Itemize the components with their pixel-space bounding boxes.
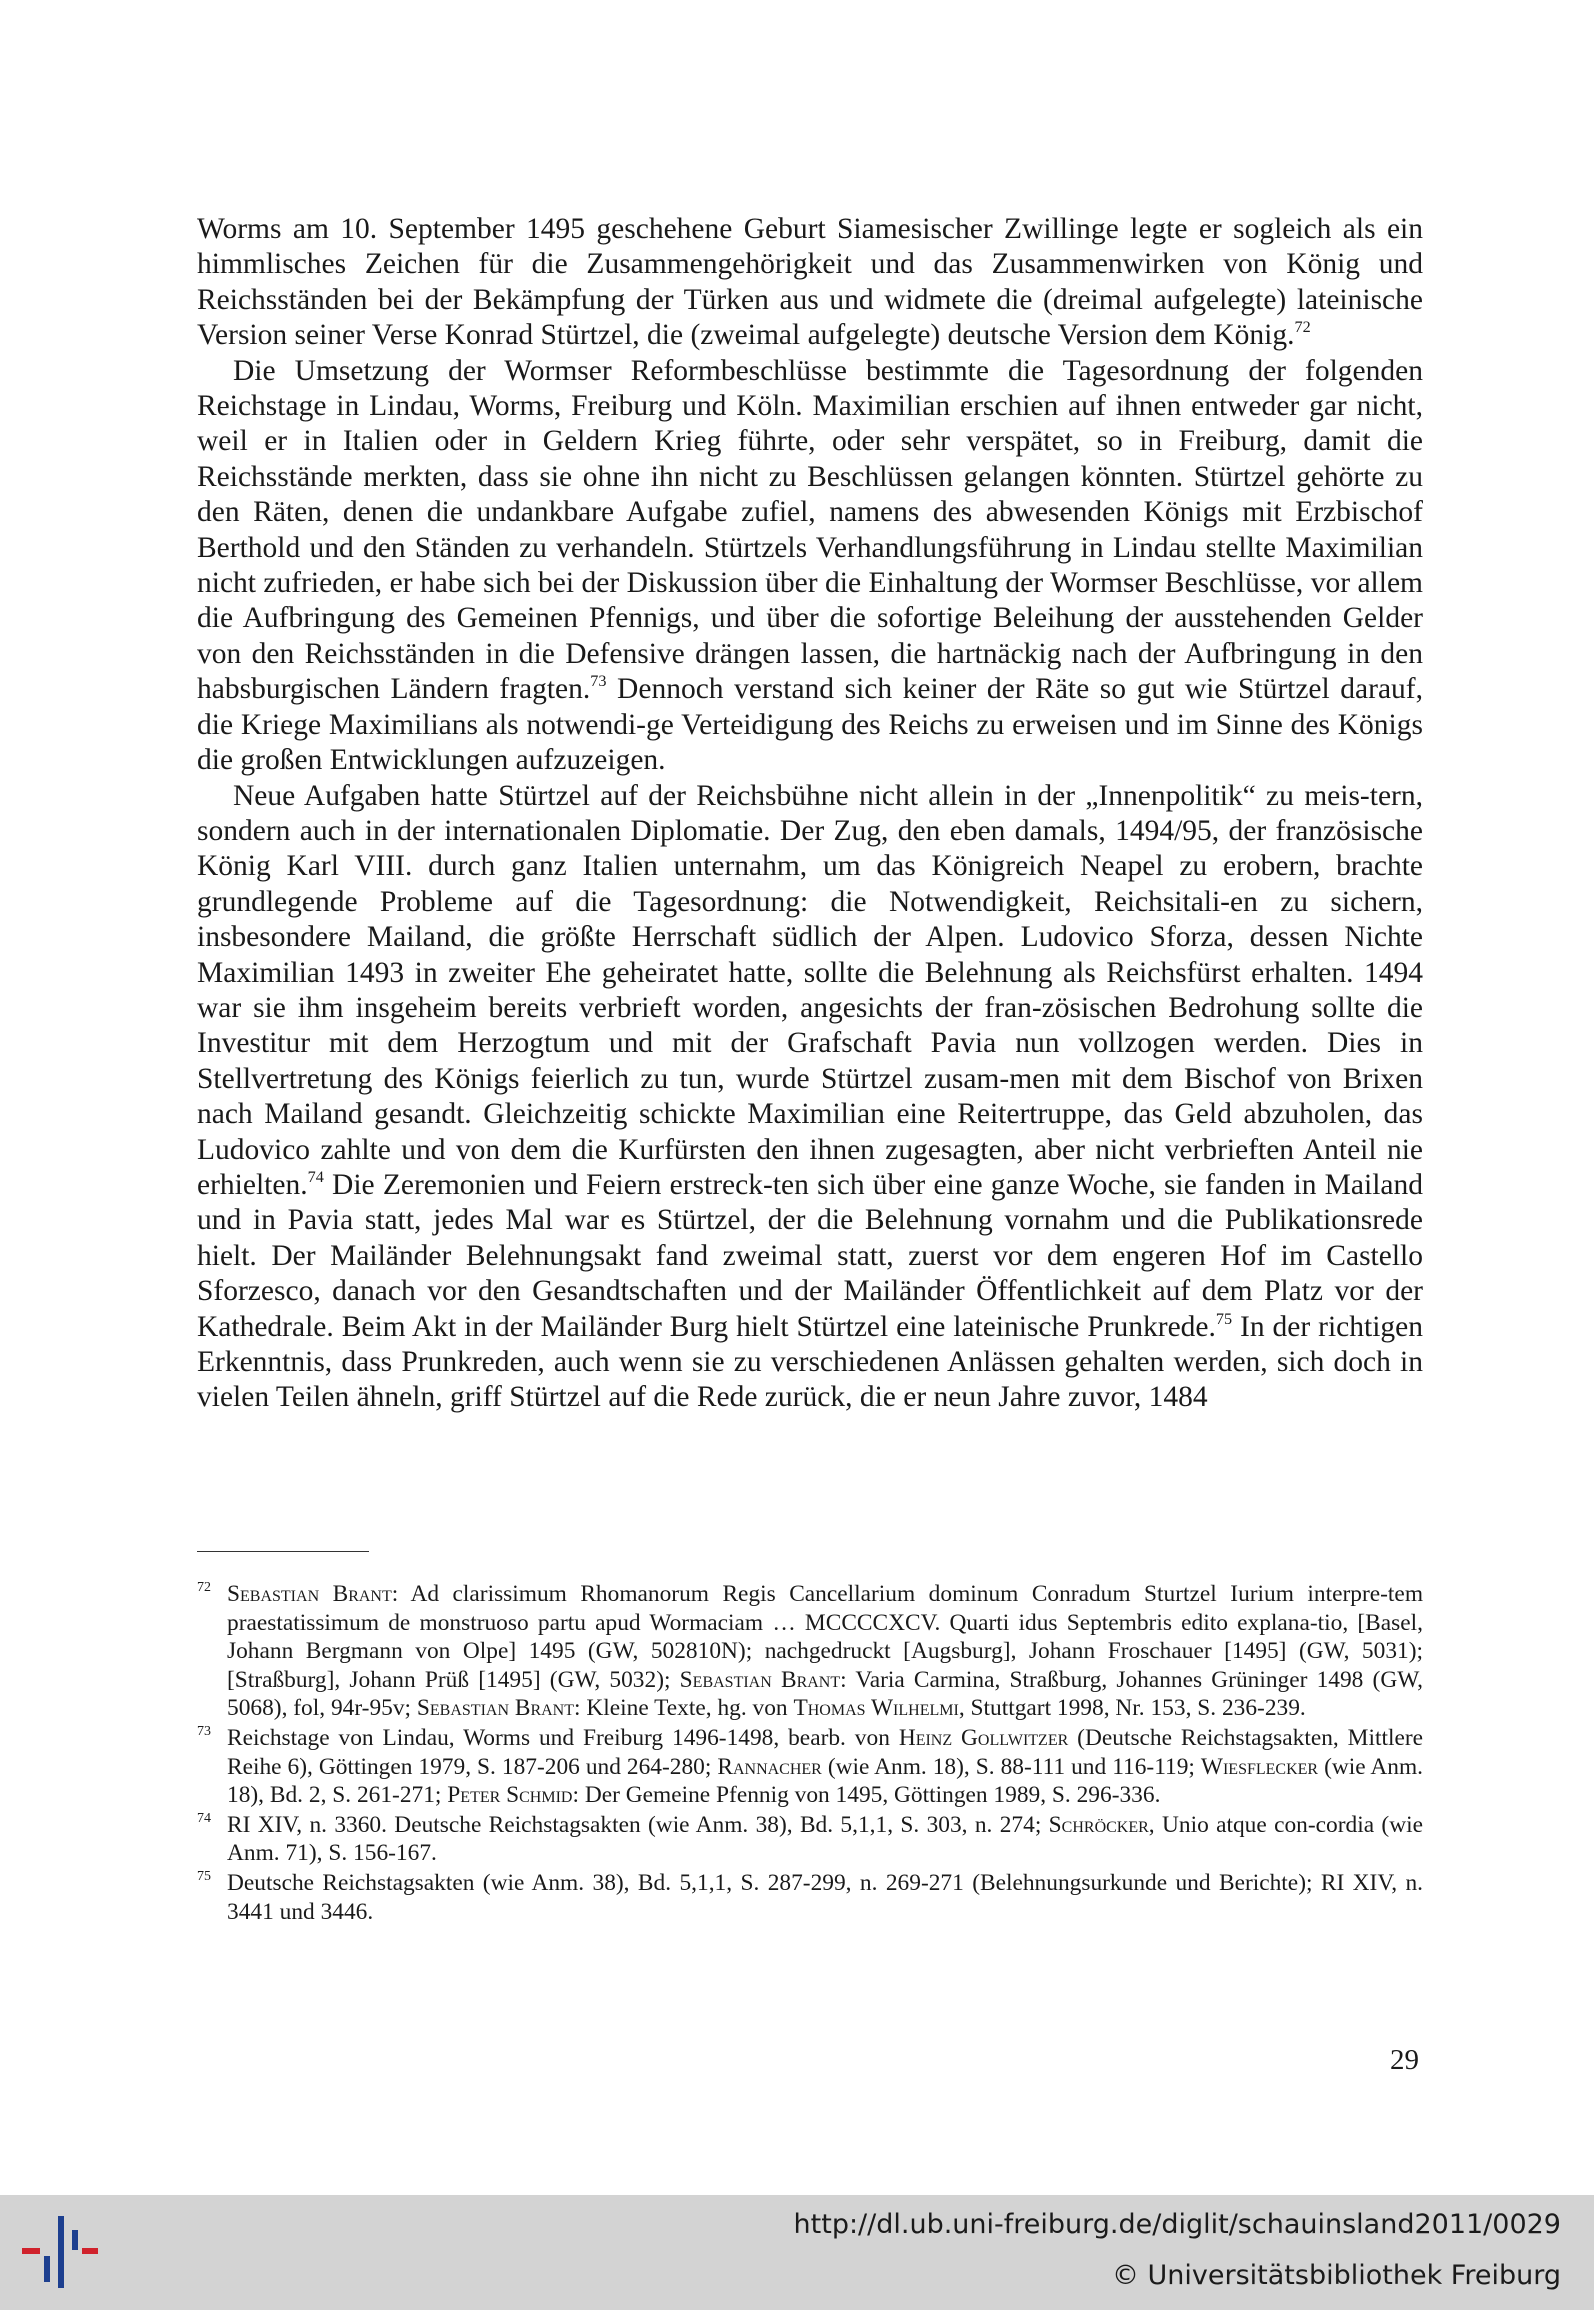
digital-copy-link[interactable]: http://dl.ub.uni-freiburg.de/diglit/schauinsland2011/0029	[793, 2209, 1561, 2240]
footnote-72: 72 Sebastian Brant: Ad clarissimum Rhomanorum Regis Cancellarium dominum Conradum Sturtzel Iurium interpre-tem praestatissimum de monstruoso partu apud Wormaciam … MCCCCXCV. Quarti idus Septembris edito explana-tio, [Basel, Johann Bergmann von Olpe] 1495 (GW, 502810N); nachgedruckt [Augsburg], Johann Froschauer [1495] (GW, 5031); [Straßburg], Johann Prüß [1495] (GW, 5032); Sebastian Brant: Varia Carmina, Straßburg, Johannes Grüninger 1498 (GW, 5068), fol, 94r-95v; Sebastian Brant: Kleine Texte, hg. von Thomas Wilhelmi, Stuttgart 1998, Nr. 153, S. 236-239.	[197, 1580, 1424, 1722]
footnote-number: 72	[197, 1580, 211, 1595]
library-logo-icon[interactable]	[20, 2212, 100, 2292]
footnote-74: 74 RI XIV, n. 3360. Deutsche Reichstagsakten (wie Anm. 38), Bd. 5,1,1, S. 303, n. 274; Schröcker, Unio atque con-cordia (wie Anm. 71), S. 156-167.	[197, 1810, 1423, 1867]
footnote-number: 74	[197, 1810, 211, 1826]
footnote-ref-72[interactable]: 72	[1294, 318, 1311, 337]
footnote-number: 73	[197, 1723, 211, 1739]
footnote-divider	[197, 1551, 369, 1552]
paragraph-2: Die Umsetzung der Wormser Reformbeschlüsse bestimmte die Tagesordnung der folgenden Reichstage in Lindau, Worms, Freiburg und Köln. Maximilian erschien auf ihnen entweder gar nicht, weil er in Italien oder in Geldern Krieg führte, oder sehr verspätet, so in Freiburg, damit die Reichsstände merkten, dass sie ohne ihn nicht zu Beschlüssen gelangen könnten. Stürtzel gehörte zu den Räten, denen die undankbare Aufgabe zufiel, namens des abwesenden Königs mit Erzbischof Berthold und den Ständen zu verhandeln. Stürtzels Verhandlungsführung in Lindau stellte Maximilian nicht zufrieden, er habe sich bei der Diskussion über die Einhaltung der Wormser Beschlüsse, vor allem die Aufbringung des Gemeinen Pfennigs, und über die sofortige Beleihung der ausstehenden Gelder von den Reichsständen in die Defensive drängen lassen, die hartnäckig nach der Aufbringung in den habsburgischen Ländern fragten.$^{73}$ Dennoch verstand sich keiner der Räte so gut wie Stürtzel darauf, die Kriege Maximilians als notwendi-ge Verteidigung des Reichs zu erweisen und im Sinne des Königs die großen Entwicklungen aufzuzeigen.	[197, 354, 1423, 777]
footnote-ref-74[interactable]: 74	[307, 1167, 324, 1186]
body-text	[197, 212, 1423, 1416]
paragraph-3: Neue Aufgaben hatte Stürtzel auf der Reichsbühne nicht allein in der „Innenpolitik“ zu meis-tern, sondern auch in der internationalen Diplomatie. Der Zug, den eben damals, 1494/95, der französische König Karl VIII. durch ganz Italien unternahm, um das Königreich Neapel zu erobern, brachte grundlegende Probleme auf die Tagesordnung: die Notwendigkeit, Reichsitali-en zu sichern, insbesondere Mailand, die größte Herrschaft südlich der Alpen. Ludovico Sforza, dessen Nichte Maximilian 1493 in zweiter Ehe geheiratet hatte, sollte die Belehnung als Reichsfürst erhalten. 1494 war sie ihm insgeheim bereits verbrieft worden, angesichts der fran-zösischen Bedrohung sollte die Investitur mit dem Herzogtum und mit der Grafschaft Pavia nun vollzogen werden. Dies in Stellvertretung des Königs feierlich zu tun, wurde Stürtzel zusam-men mit dem Bischof von Brixen nach Mailand gesandt. Gleichzeitig schickte Maximilian eine Reitertruppe, das Geld abzuholen, das Ludovico zahlte und von dem die Kurfürsten den ihnen zugesagten, aber nicht verbrieften Anteil nie erhielten.$^{74}$ Die Zeremonien und Feiern erstreck-ten sich über eine ganze Woche, sie fanden in Mailand und in Pavia statt, jedes Mal war es Stürtzel, der die Belehnung vornahm und die Publikationsrede hielt. Der Mailänder Belehnungsakt fand zweimal statt, zuerst vor dem engeren Hof im Castello Sforzesco, danach vor den Gesandtschaften und der Mailänder Öffentlichkeit auf dem Platz vor der Kathedrale. Beim Akt in der Mailänder Burg hielt Stürtzel eine lateinische Prunkrede.$^{75}$ In der richtigen Erkenntnis, dass Prunkreden, auch wenn sie zu verschiedenen Anlässen gehalten werden, sich doch in vielen Teilen ähneln, griff Stürtzel auf die Rede zurück, die er neun Jahre zuvor, 1484	[197, 779, 1424, 1414]
footnote-number: 75	[197, 1868, 211, 1884]
footnote-73: 73 Reichstage von Lindau, Worms und Freiburg 1496-1498, bearb. von Heinz Gollwitzer (Deutsche Reichstagsakten, Mittlere Reihe 6), Göttingen 1979, S. 187-206 und 264-280; Rannacher (wie Anm. 18), S. 88-111 und 116-119; Wiesflecker (wie Anm. 18), Bd. 2, S. 261-271; Peter Schmid: Der Gemeine Pfennig von 1495, Göttingen 1989, S. 296-336.	[197, 1723, 1423, 1809]
footnote-ref-73[interactable]: 73	[590, 672, 607, 691]
footnote-75: 75 Deutsche Reichstagsakten (wie Anm. 38), Bd. 5,1,1, S. 287-299, n. 269-271 (Belehnungsurkunde und Berichte); RI XIV, n. 3441 und 3446.	[197, 1868, 1423, 1925]
paragraph-1: Worms am 10. September 1495 geschehene Geburt Siamesischer Zwillinge legte er sogleich als ein himmlisches Zeichen für die Zusammengehörigkeit und das Zusammenwirken von König und Reichsständen bei der Bekämpfung der Türken aus und widmete die (dreimal aufgelegte) lateinische Version seiner Verse Konrad Stürtzel, die (zweimal aufgelegte) deutsche Version dem König.$^{72}$	[197, 213, 1423, 352]
footnote-ref-75[interactable]: 75	[1215, 1309, 1233, 1328]
copyright-notice: © Universitätsbibliothek Freiburg	[1111, 2260, 1561, 2291]
page-number: 29	[1390, 2044, 1419, 2076]
footnotes	[197, 1580, 1423, 1927]
